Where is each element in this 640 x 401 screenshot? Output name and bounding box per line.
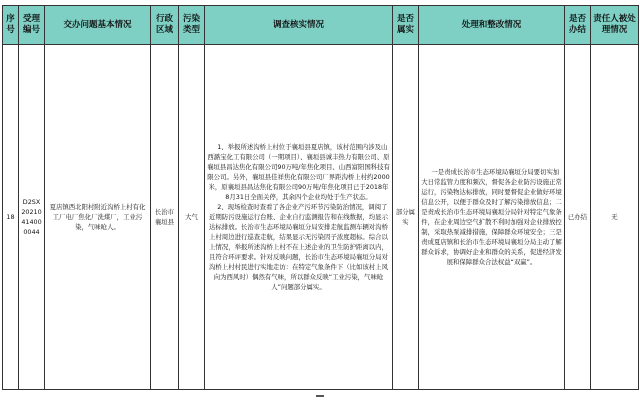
handling-paragraph: 一是责成长治市生态环境局襄垣分局要切实加大日常监管力度和频次，督促各企业防污设施正常运行，污染物达标排放，同时要督促企业做好环境信息公开，以便于群众及时了解污染排放信息；二是责成长治市生态环境局襄垣分局针对特定气象条件，在企业周边空气扩散不利时加强对企业排放控制，采取热泵减排措施，保障群众环境安全；三是责成夏店镇和长治市生态环境局襄垣分局主动了解群众诉求，协调好企业和群众的关系，促进经济发展和保障群众合法权益“双赢”。 <box>421 168 562 266</box>
investigation-paragraph-2: 2、现场检查时查看了各企业产污环节污染防治情况，调阅了近期防污设施运行台账、企业自行监测报告和在线数据，均显示达标排放。长治市生态环境局襄垣分局安排走航监测车辆对沟桥上村周边进行巡查走航，结果显示无污染因子浓度超标。综合以上情况，举报所述沟桥上村不在上述企业的卫生防护距离以内，且符合环评要求。针对反映问题，长治市生态环境局襄垣分局对沟桥上村村民进行实地走访：在特定气象条件下（比如该村上风向为西风时）偶然有气味，所以群众反映“工业污染，气味呛人”问题部分属实。 <box>209 203 388 291</box>
cell-accountability: 无 <box>591 45 639 390</box>
cell-pollution-type: 大气 <box>179 45 205 390</box>
complaint-table <box>2 5 639 390</box>
table-row <box>3 45 639 390</box>
header-closed: 是否办结 <box>565 6 591 45</box>
header-region: 行政区域 <box>151 6 179 45</box>
cell-issue: 夏店镇西北阳村附近沟桥上村有化工厂电厂焦化厂洗煤厂，工业污染，气味呛人。 <box>45 45 151 390</box>
header-handling: 处理和整改情况 <box>419 6 565 45</box>
header-row <box>3 6 639 45</box>
investigation-paragraph-1: 1、举报所述沟桥上村位于襄垣县夏店镇，该村范围内涉及山西潞宝化工有限公司（一期项目）、襄垣县诚丰热力有限公司、原襄垣县昌达焦化有限公司90万吨/年焦化项目、山西富阳国科技有限公司。另外，襄垣县佳祥焦化有限公司厂界距沟桥上村约2000米，原襄垣县昌达焦化有限公司90万吨/年焦化项目已于2018年8月31日全面关停，其余四个企业均处于生产状态。 <box>207 143 390 201</box>
header-accountability: 责任人被处理情况 <box>591 6 639 45</box>
header-accept-no: 受理编号 <box>19 6 45 45</box>
header-investigation: 调查核实情况 <box>205 6 393 45</box>
header-pollution-type: 污染类型 <box>179 6 205 45</box>
cell-closed: 已办结 <box>565 45 591 390</box>
cell-verified: 部分属实 <box>393 45 419 390</box>
cell-seq: 18 <box>3 45 19 390</box>
cell-accept-no: D2SX20210414000044 <box>19 45 45 390</box>
header-issue: 交办问题基本情况 <box>45 6 151 45</box>
header-verified: 是否属实 <box>393 6 419 45</box>
cell-investigation <box>205 45 393 390</box>
page-scroll-mark <box>316 395 324 397</box>
cell-region: 长治市襄垣县 <box>151 45 179 390</box>
cell-handling <box>419 45 565 390</box>
header-seq: 序号 <box>3 6 19 45</box>
